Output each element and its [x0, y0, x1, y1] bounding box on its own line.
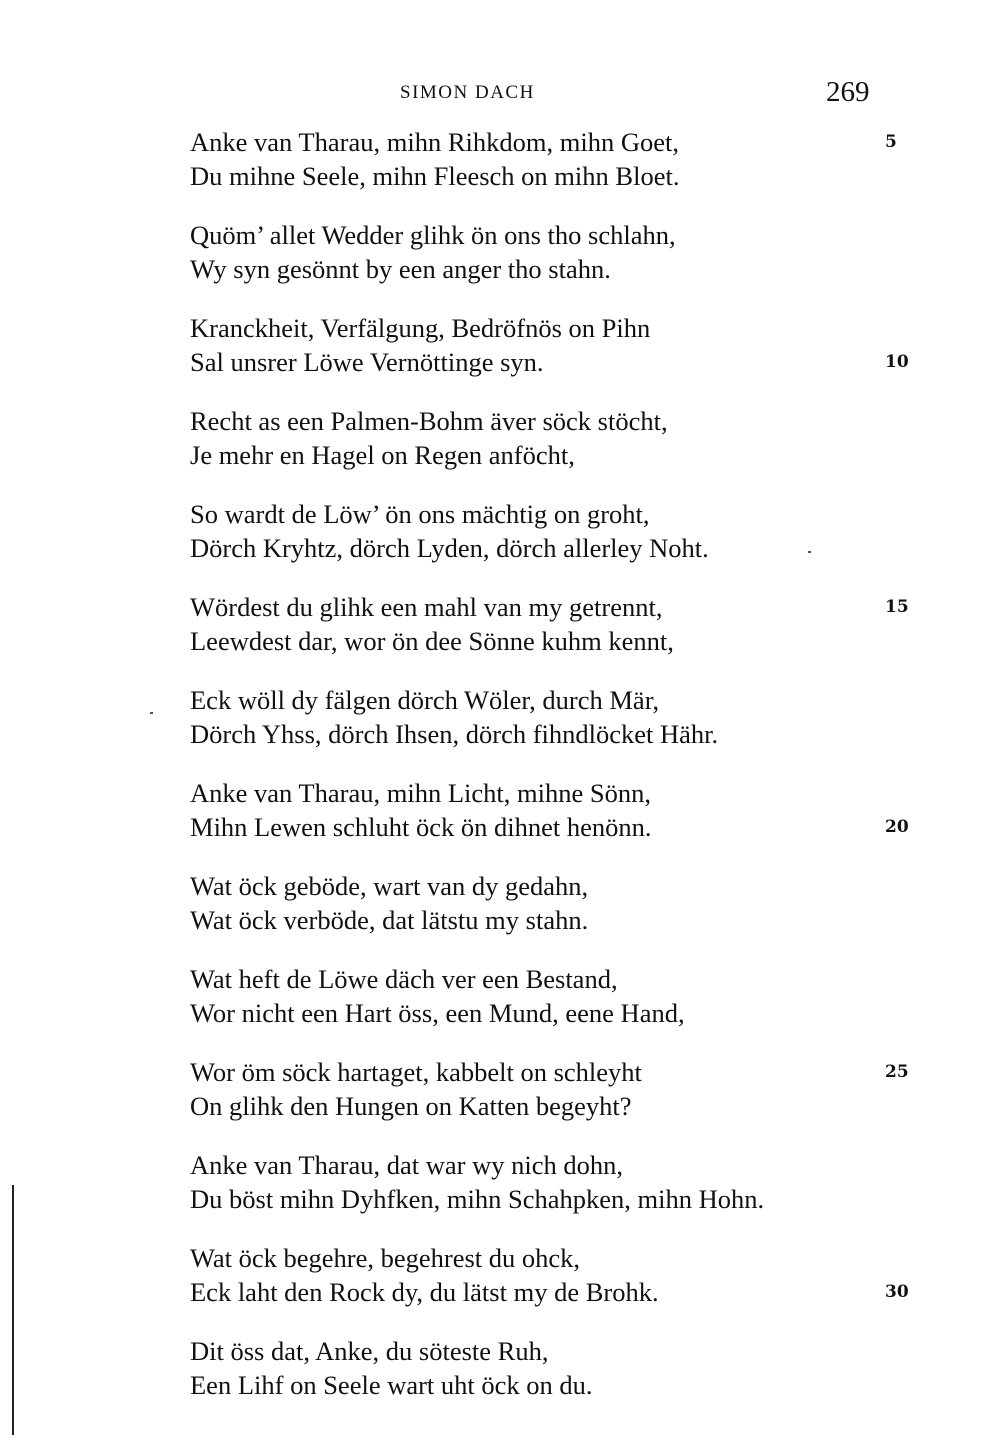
line-number: 30 — [885, 1282, 909, 1302]
poem-line-text: Du mihne Seele, mihn Fleesch on mihn Bloet. — [190, 161, 680, 191]
poem-line-text: Wördest du glihk een mahl van my getrennt, — [190, 592, 663, 622]
poem-line — [190, 404, 890, 438]
poem-line-text: Eck laht den Rock dy, du lätst my de Brohk. — [190, 1277, 659, 1307]
poem-line — [190, 497, 890, 531]
poem-line-text: So wardt de Löw’ ön ons mächtig on groht, — [190, 499, 650, 529]
poem-line-text: Wy syn gesönnt by een anger tho stahn. — [190, 254, 611, 284]
stanza — [190, 311, 909, 379]
poem-line — [190, 1368, 890, 1402]
line-number: 15 — [885, 597, 909, 617]
poem-line-text: Wor öm söck hartaget, kabbelt on schleyht — [190, 1057, 642, 1087]
poem-line-text: Recht as een Palmen-Bohm äver söck stöcht, — [190, 406, 668, 436]
poem-line — [190, 531, 890, 565]
poem-line-text: Een Lihf on Seele wart uht öck on du. — [190, 1370, 593, 1400]
poem-line-text: Mihn Lewen schluht öck ön dihnet henönn. — [190, 812, 652, 842]
poem-line — [190, 438, 890, 472]
poem-line-text: Anke van Tharau, mihn Licht, mihne Sönn, — [190, 778, 651, 808]
stanza — [190, 1055, 909, 1123]
running-head: SIMON DACH — [400, 82, 535, 103]
poem-line — [190, 1182, 890, 1216]
poem-line — [190, 1148, 890, 1182]
poem-line — [190, 869, 890, 903]
poem-line-text: Wat öck geböde, wart van dy gedahn, — [190, 871, 589, 901]
line-number: 5 — [885, 132, 897, 152]
scan-edge-line — [12, 1185, 14, 1435]
poem-line-text: On glihk den Hungen on Katten begeyht? — [190, 1091, 632, 1121]
poem-line-text: Quöm’ allet Wedder glihk ön ons tho schlahn, — [190, 220, 676, 250]
line-number: 25 — [885, 1062, 909, 1082]
poem-line-text: Dit öss dat, Anke, du söteste Ruh, — [190, 1336, 549, 1366]
poem-line — [190, 683, 890, 717]
poem-line — [190, 810, 909, 844]
print-speck — [808, 551, 811, 553]
poem-line-text: Wat öck begehre, begehrest du ohck, — [190, 1243, 581, 1273]
line-number: 10 — [885, 352, 909, 372]
poem-line-text: Anke van Tharau, dat war wy nich dohn, — [190, 1150, 623, 1180]
stanza — [190, 683, 890, 751]
stanza — [190, 776, 909, 844]
stanza — [190, 404, 890, 472]
poem-line — [190, 311, 890, 345]
page-header — [0, 78, 1000, 112]
stanza — [190, 590, 909, 658]
stanza — [190, 1334, 890, 1402]
poem — [190, 125, 909, 1427]
poem-line — [190, 776, 890, 810]
poem-line-text: Wor nicht een Hart öss, een Mund, eene Hand, — [190, 998, 685, 1028]
poem-line — [190, 345, 909, 379]
poem-line-text: Anke van Tharau, mihn Rihkdom, mihn Goet, — [190, 127, 679, 157]
poem-line — [190, 1275, 909, 1309]
poem-line-text: Leewdest dar, wor ön dee Sönne kuhm kennt, — [190, 626, 674, 656]
poem-line-text: Je mehr en Hagel on Regen anföcht, — [190, 440, 575, 470]
poem-line-text: Eck wöll dy fälgen dörch Wöler, durch Mär, — [190, 685, 660, 715]
poem-line-text: Wat heft de Löwe däch ver een Bestand, — [190, 964, 618, 994]
poem-line-text: Du böst mihn Dyhfken, mihn Schahpken, mihn Hohn. — [190, 1184, 765, 1214]
poem-line-text: Dörch Kryhtz, dörch Lyden, dörch allerley Noht. — [190, 533, 709, 563]
poem-line — [190, 1334, 890, 1368]
poem-line — [190, 1055, 909, 1089]
stanza — [190, 497, 890, 565]
stanza — [190, 218, 890, 286]
poem-line-text: Kranckheit, Verfälgung, Bedröfnös on Pihn — [190, 313, 651, 343]
poem-line — [190, 590, 909, 624]
poem-line-text: Dörch Yhss, dörch Ihsen, dörch fihndlöcket Hähr. — [190, 719, 719, 749]
poem-line-text: Sal unsrer Löwe Vernöttinge syn. — [190, 347, 544, 377]
poem-line — [190, 1241, 890, 1275]
stanza — [190, 1148, 890, 1216]
stanza — [190, 962, 890, 1030]
poem-line — [190, 125, 897, 159]
stanza — [190, 869, 890, 937]
poem-line — [190, 1089, 890, 1123]
stanza — [190, 1241, 909, 1309]
page-number: 269 — [826, 76, 870, 108]
poem-line — [190, 624, 890, 658]
poem-line-text: Wat öck verböde, dat lätstu my stahn. — [190, 905, 589, 935]
poem-line — [190, 218, 890, 252]
poem-line — [190, 962, 890, 996]
poem-line — [190, 159, 890, 193]
poem-line — [190, 252, 890, 286]
poem-line — [190, 903, 890, 937]
print-speck — [150, 712, 153, 714]
poem-line — [190, 717, 890, 751]
stanza — [190, 125, 897, 193]
line-number: 20 — [885, 817, 909, 837]
poem-line — [190, 996, 890, 1030]
